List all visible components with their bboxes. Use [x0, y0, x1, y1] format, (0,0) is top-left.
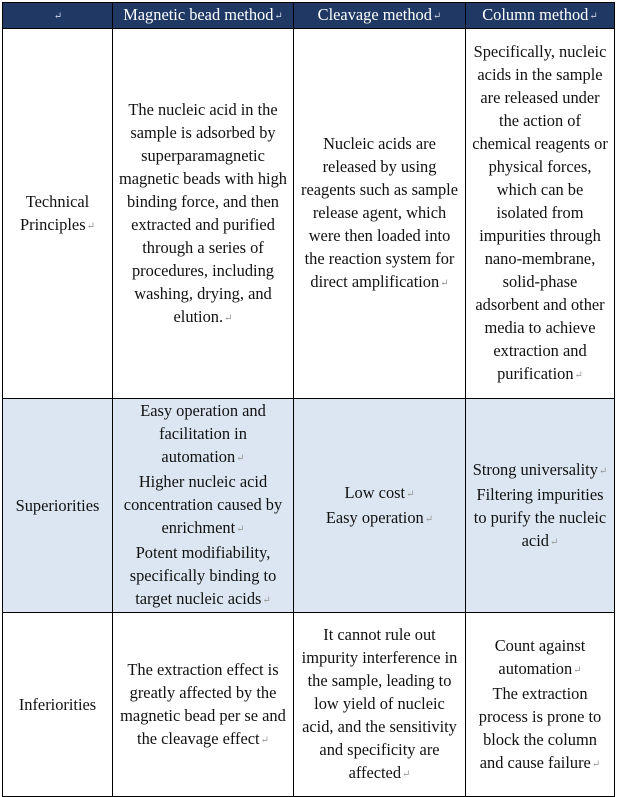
cell-column-principles: Specifically, nucleic acids in the sample are released under the action of chemical reagents or physical forces, which can be isolated from impurities through nano-membrane, solid-phase adsorbent and other media to achieve extraction and purification↵	[466, 29, 615, 399]
paragraph-mark-icon: ↵	[549, 536, 559, 548]
cell-magnetic-principles: The nucleic acid in the sample is adsorbed by superparamagnetic magnetic beads with high binding force, and then extracted and purified through a series of procedures, including washing, drying, and elution.↵	[113, 29, 294, 399]
row-label-technical-principles: Technical Principles↵	[3, 29, 113, 399]
paragraph-mark-icon: ↵	[402, 769, 411, 780]
cell-cleavage-inferiorities: It cannot rule out impurity interference in the sample, leading to low yield of nucleic acid, and the sensitivity and specificity are affected↵	[294, 613, 466, 797]
header-cleavage-method: Cleavage method↵	[294, 3, 466, 29]
paragraph-mark-icon: ↵	[224, 312, 233, 324]
header-column-method: Column method↵	[466, 3, 615, 29]
cell-cleavage-superiorities: Low cost↵ Easy operation↵	[294, 399, 466, 613]
table-row-inferiorities	[3, 613, 615, 797]
header-row	[3, 3, 615, 29]
row-label-inferiorities: Inferiorities	[3, 613, 113, 797]
table-row-superiorities	[3, 399, 615, 613]
header-magnetic-bead-method: Magnetic bead method↵	[113, 3, 294, 29]
cell-column-inferiorities: Count against automation↵ The extraction process is prone to block the column and cause failure↵	[466, 613, 615, 797]
paragraph-mark-icon: ↵	[236, 453, 245, 464]
paragraph-mark-icon: ↵	[86, 220, 95, 232]
row-label-superiorities: Superiorities	[3, 399, 113, 613]
paragraph-mark-icon: ↵	[591, 758, 601, 770]
paragraph-mark-icon: ↵	[573, 664, 582, 676]
cell-cleavage-principles: Nucleic acids are released by using reagents such as sample release agent, which were then loaded into the reaction system for direct amplification↵	[294, 29, 466, 399]
paragraph-mark-icon: ↵	[424, 513, 434, 525]
paragraph-mark-icon: ↵	[236, 524, 245, 535]
comparison-table	[2, 2, 615, 797]
paragraph-mark-icon: ↵	[589, 11, 598, 22]
paragraph-mark-icon: ↵	[274, 11, 283, 22]
paragraph-mark-icon: ↵	[406, 488, 415, 500]
paragraph-mark-icon: ↵	[598, 465, 608, 477]
paragraph-mark-icon: ↵	[260, 734, 269, 746]
paragraph-mark-icon: ↵	[440, 278, 449, 289]
paragraph-mark-icon: ↵	[574, 370, 583, 381]
header-corner-cell	[3, 3, 113, 29]
cell-magnetic-inferiorities: The extraction effect is greatly affected by the magnetic bead per se and the cleavage effect↵	[113, 613, 294, 797]
paragraph-mark-icon: ↵	[53, 11, 63, 22]
table-row-technical-principles	[3, 29, 615, 399]
paragraph-mark-icon: ↵	[262, 595, 271, 606]
paragraph-mark-icon: ↵	[432, 11, 442, 22]
cell-column-superiorities: Strong universality↵ Filtering impurities to purify the nucleic acid↵	[466, 399, 615, 613]
cell-magnetic-superiorities: Easy operation and facilitation in automation↵ Higher nucleic acid concentration caused by enrichment↵ Potent modifiability, specifically binding to target nucleic acids↵	[113, 399, 294, 613]
